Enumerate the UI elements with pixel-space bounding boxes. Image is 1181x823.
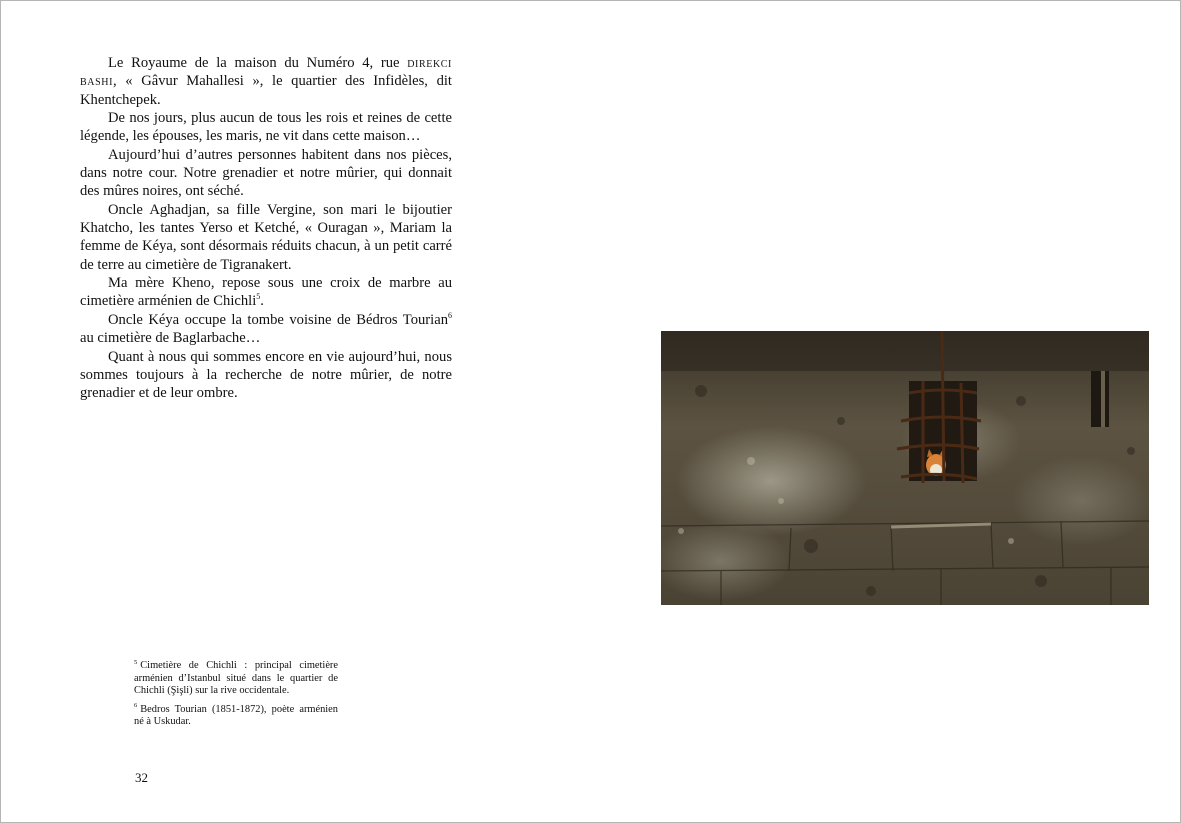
paragraph: Quant à nous qui sommes encore en vie aujourd’hui, nous sommes toujours à la recherche de notre mûrier, de notre grenadier et de leur ombre. [80, 348, 452, 402]
footnote-ref: 5 [256, 292, 261, 302]
photo-image [661, 331, 1149, 605]
photograph-cat-in-window [661, 331, 1149, 605]
footnote-ref: 6 [448, 310, 452, 320]
footnote: $^5$ Cimetière de Chichli : principal cimetière arménien d’Istanbul situé dans le quartier de Chichli (Şişli) sur la rive occidentale. [134, 658, 338, 697]
footnote: $^6$ Bedros Tourian (1851-1872), poète arménien né à Uskudar. [134, 702, 338, 728]
small-window [1091, 371, 1109, 427]
paragraph: Oncle Aghadjan, sa fille Vergine, son mari le bijoutier Khatcho, les tantes Yerso et Ketché, « Ouragan », Mariam la femme de Kéya, sont désormais réduits chacun, à un petit carré de terre au cimetière de Tigranakert. [80, 201, 452, 273]
paragraph: Aujourd’hui d’autres personnes habitent dans nos pièces, dans notre cour. Notre grenadier et notre mûrier, qui donnait des mûres noires, ont séché. [80, 146, 452, 200]
footnotes [134, 660, 338, 735]
body-text [80, 54, 452, 403]
page-number: 32 [135, 770, 148, 785]
paragraph: Ma mère Kheno, repose sous une croix de marbre au cimetière arménien de Chichli$^5$. [80, 275, 452, 310]
footnote-number: 6 [134, 702, 138, 710]
street-name: direkci bashi [80, 55, 452, 90]
paragraph: De nos jours, plus aucun de tous les rois et reines de cette légende, les épouses, les maris, ne vit dans cette maison… [80, 110, 452, 145]
paragraph: Oncle Kéya occupe la tombe voisine de Bédros Tourian$^6$ au cimetière de Baglarbache… [80, 310, 452, 347]
paragraph: Le Royaume de la maison du Numéro 4, rue direkci bashi, « Gâvur Mahallesi », le quartier des Infidèles, dit Khentchepek. [80, 55, 452, 108]
footnote-number: 5 [134, 658, 138, 666]
